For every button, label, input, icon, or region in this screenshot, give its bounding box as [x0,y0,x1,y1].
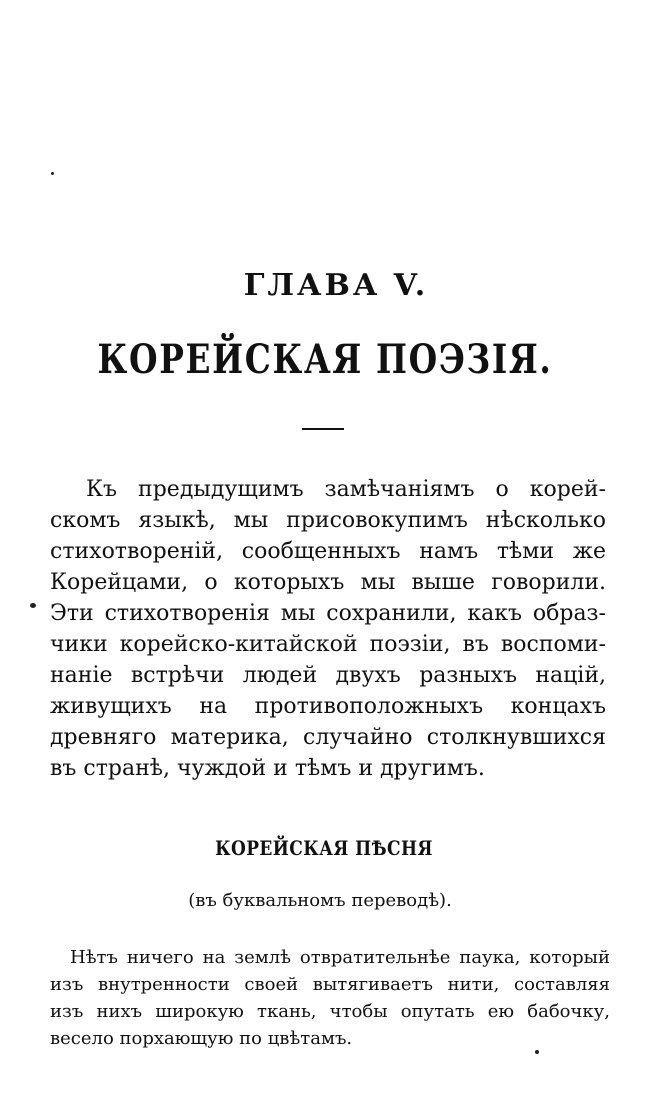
verse-line: изъ нихъ широкую ткань, чтобы опутать ею бабочку, [50,1001,610,1022]
paragraph-line: наніе встрѣчи людей двухъ разныхъ націй, [50,663,606,688]
paragraph-line: въ странѣ, чуждой и тѣмъ и другимъ. [50,756,485,781]
ink-speck [30,603,36,608]
paragraph-line: живущихъ на противоположныхъ концахъ [50,694,606,719]
song-verse [50,944,610,1052]
paragraph-line: древняго материка, случайно столкнувшихся [50,725,606,750]
chapter-heading: ГЛАВА V. [243,268,429,303]
song-subtitle: (въ буквальномъ переводѣ). [188,890,452,911]
verse-line: Нѣтъ ничего на землѣ отвратительнѣе паука, который [70,947,610,968]
verse-line: изъ внутренности своей вытягиваетъ нити, составляя [50,974,610,995]
intro-paragraph [50,474,606,784]
title-divider [302,428,344,430]
paragraph-line: Къ предыдущимъ замѣчаніямъ о корей- [86,477,606,502]
chapter-title: КОРЕЙСКАЯ ПОЭЗІЯ. [97,336,553,383]
paragraph-line: Эти стихотворенія мы сохранили, какъ образ- [50,601,606,626]
paragraph-line: стихотвореній, сообщенныхъ намъ тѣми же [50,539,606,564]
song-title: КОРЕЙСКАЯ ПѢСНЯ [215,836,433,860]
ink-speck [51,172,54,175]
verse-line: весело порхающую по цвѣтамъ. [50,1028,353,1049]
paragraph-line: чики корейско-китайской поэзіи, въ воспоми- [50,632,606,657]
paragraph-line: Корейцами, о которыхъ мы выше говорили. [50,570,606,595]
paragraph-line: скомъ языкѣ, мы присовокупимъ нѣсколько [50,508,606,533]
